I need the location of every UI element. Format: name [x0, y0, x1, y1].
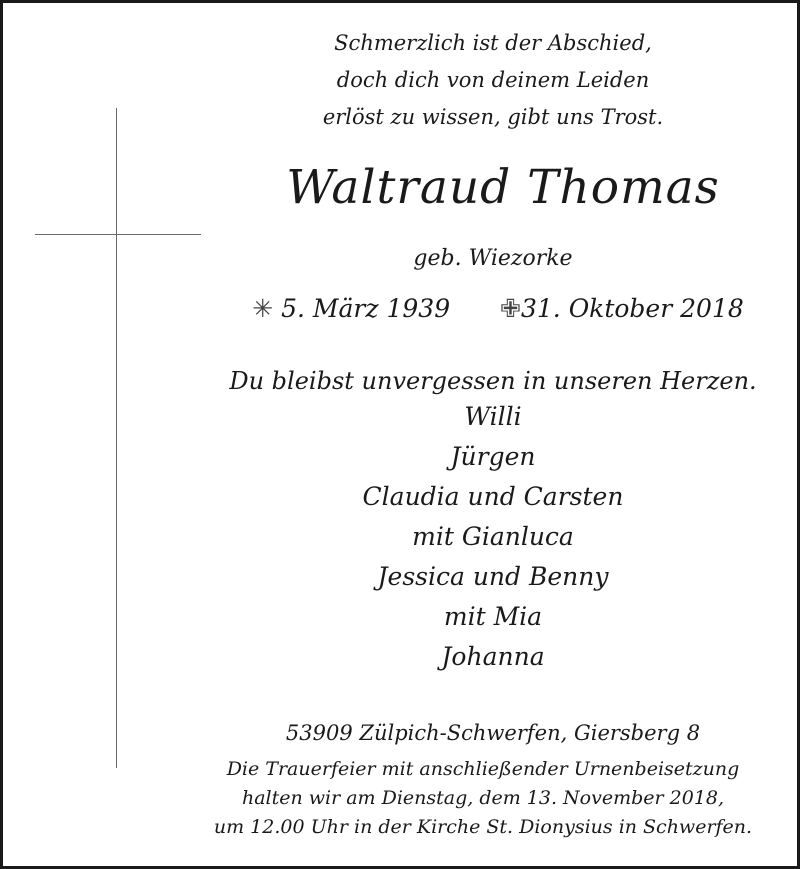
- birth-date: 5. März 1939: [281, 294, 451, 323]
- mourners-list: [303, 397, 683, 677]
- mourner: Claudia und Carsten: [362, 482, 624, 511]
- death-date: 31. Oktober 2018: [520, 294, 744, 323]
- cross-vertical-line: [116, 108, 117, 768]
- mourner: mit Gianluca: [412, 522, 574, 551]
- cross-death-icon: ✙: [500, 294, 521, 323]
- funeral-line: um 12.00 Uhr in der Kirche St. Dionysius in Schwerfen.: [213, 816, 753, 838]
- verse-line: erlöst zu wissen, gibt uns Trost.: [322, 105, 664, 129]
- funeral-info: [173, 755, 793, 842]
- mourner: Jessica und Benny: [377, 562, 609, 591]
- deceased-name: Waltraud Thomas: [286, 160, 720, 215]
- address: 53909 Zülpich-Schwerfen, Giersberg 8: [285, 721, 701, 745]
- funeral-line: Die Trauerfeier mit anschließender Urnenbeisetzung: [226, 758, 740, 780]
- verse-line: doch dich von deinem Leiden: [336, 68, 650, 92]
- life-dates: [233, 287, 763, 331]
- mourner: Willi: [464, 402, 522, 431]
- verse: [283, 25, 703, 136]
- funeral-line: halten wir am Dienstag, dem 13. November 2018,: [241, 787, 725, 809]
- asterisk-birth-icon: ✳: [252, 294, 274, 323]
- cross-horizontal-line: [35, 234, 201, 235]
- verse-line: Schmerzlich ist der Abschied,: [334, 31, 652, 55]
- mourner: mit Mia: [443, 602, 543, 631]
- maiden-name: geb. Wiezorke: [413, 246, 573, 271]
- mourner: Jürgen: [450, 442, 536, 471]
- closing-line: Du bleibst unvergessen in unseren Herzen.: [229, 367, 757, 395]
- mourner: Johanna: [441, 642, 545, 671]
